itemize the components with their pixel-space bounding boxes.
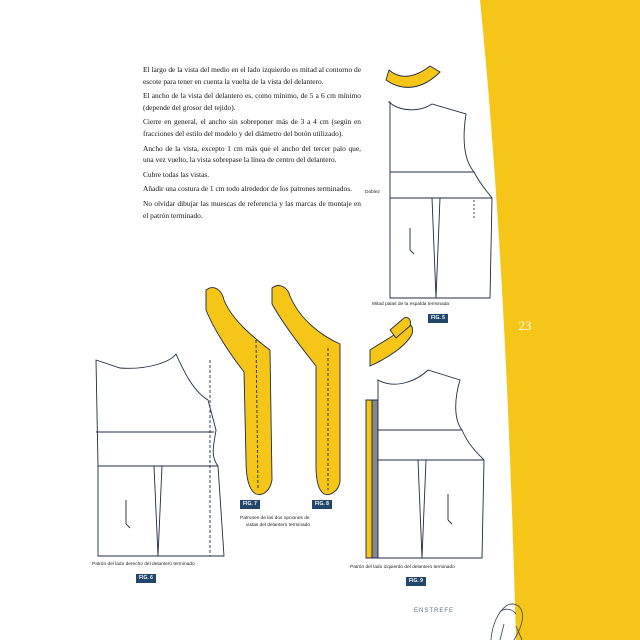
- fig9-caption: Patrón del lado izquierdo del delantero terminado: [350, 565, 455, 570]
- paragraph-2: El ancho de la vista del delantero es, como mínimo, de 5 a 6 cm mínimo (depende del grosor del tejido).: [143, 91, 361, 112]
- fig5-fold-label: Doblez: [365, 190, 380, 195]
- footer-word: ENSTREFE: [414, 608, 455, 614]
- fig78-caption-line1: Patrones de las dos opciones de: [240, 516, 310, 521]
- paragraph-3: Cierre en general, el ancho sin sobreponer más de 3 a 4 cm (según en fracciones del estilo del modelo y del diámetro del botón utilizado).: [143, 117, 361, 138]
- page-number: 23: [518, 318, 532, 333]
- fig5-back-pattern: [386, 66, 492, 298]
- paragraph-4: Ancho de la vista, excepto 1 cm más que el ancho del tercer palo que, una vez vuelto, la vista sobrepase la línea de centro del delantero.: [143, 143, 361, 165]
- fig78-caption-line2: vistas del delantero terminado: [246, 523, 310, 528]
- fig5-tag: FIG. 5: [428, 314, 448, 323]
- fig7-tag: FIG. 7: [240, 500, 260, 509]
- fig5-caption: Mitad palas de la espalda terminada: [372, 302, 450, 307]
- paragraph-1: El largo de la vista del medio en el lado izquierdo es mitad al contorno de escote para tener en cuenta la vuelta de la vista del delantero.: [143, 65, 361, 86]
- paragraph-6: Añadir una costura de 1 cm todo alrededor de los patrones terminados.: [143, 184, 352, 194]
- fig6-right-front-pattern: [96, 354, 224, 556]
- fig8-facing-pattern: [272, 286, 340, 495]
- fig9-left-front-pattern: [366, 317, 484, 558]
- fig8-tag: FIG. 8: [312, 500, 332, 509]
- fig9-tag: FIG. 9: [406, 577, 426, 586]
- paragraph-5: Cubre todas las vistas.: [143, 169, 210, 179]
- paragraph-7: No olvidar dibujar las muescas de referencia y las marcas de montaje en el patrón terminado.: [143, 198, 361, 220]
- fig6-caption: Patrón del lado derecho del delantero terminado: [92, 562, 195, 567]
- fig6-tag: FIG. 6: [136, 574, 156, 583]
